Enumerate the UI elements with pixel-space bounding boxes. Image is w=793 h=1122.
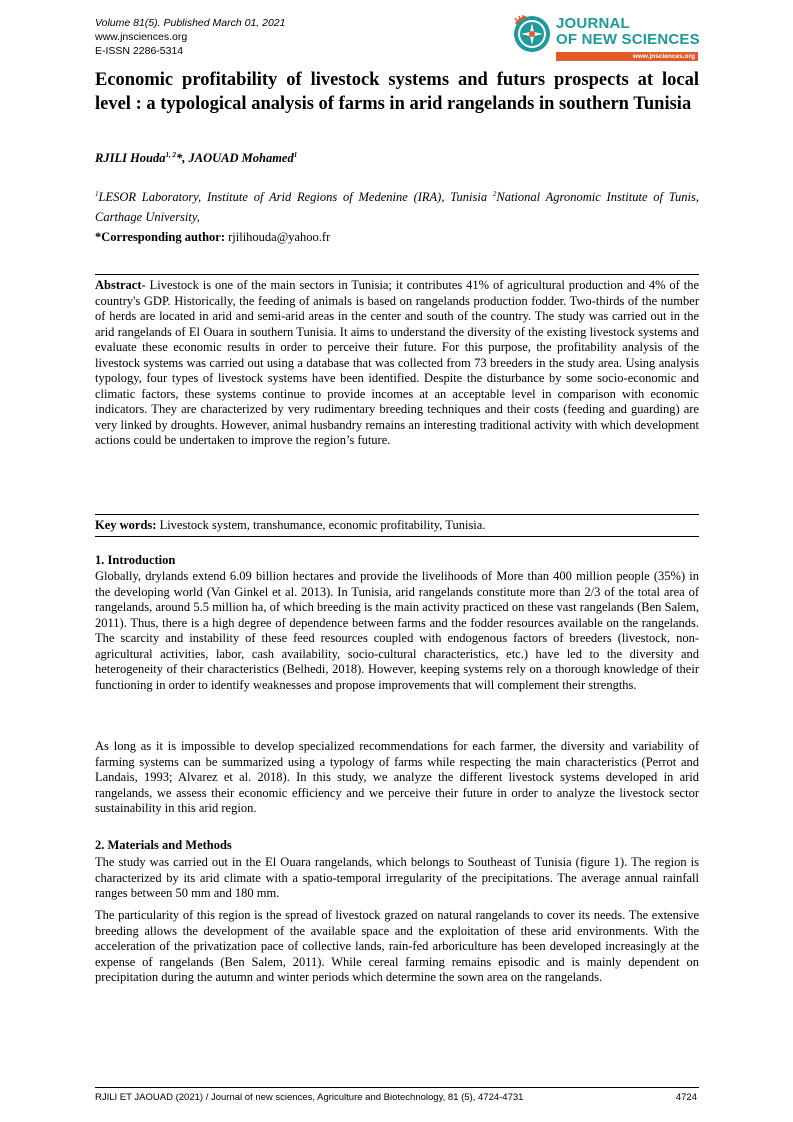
keywords-label: Key words: [95,518,157,532]
paper-title: Economic profitability of livestock systems and futurs prospects at local level : a typological analysis of farms in arid rangelands in southern Tunisia [95,70,699,114]
issn: E-ISSN 2286-5314 [95,45,184,57]
methods-paragraph: The particularity of this region is the spread of livestock grazed on natural rangelands to cover its needs. The extensive breeding allows the development of the available space and the exploitation of these arid environments. With the acceleration of the privatization pace of collective lands, rain-fed arboriculture has been developed increasingly at the expense of rangelands (Ben Salem, 2011). While cereal farming remains episodic and is mainly dependent on precipitation during the autumn and winter periods which determine the sown area on the rangelands. [95,908,699,984]
journal-emblem-icon [512,14,552,54]
corresponding-mark: *, [176,151,189,166]
keywords-text: Livestock system, transhumance, economic profitability, Tunisia. [156,518,486,532]
corresponding-author [95,230,330,245]
website-link[interactable]: www.jnsciences.org [95,31,188,43]
author-affiliation-mark: 1 [293,151,298,159]
logo-title-line2: OF NEW SCIENCES [556,31,700,48]
logo-url-bar [556,52,698,61]
keywords-bottom-rule [95,536,699,537]
abstract-label: Abstract [95,278,142,292]
affiliation-mark: 2 [492,190,497,198]
introduction-paragraph: Globally, drylands extend 6.09 billion hectares and provide the livelihoods of More than 400 million people (35%) in the developing world (Van Ginkel et al. 2013). In Tunisia, arid rangelands constitute more than 2/3 of the total area of rangelands, around 5.5 million ha, of which breeding is the main activity practiced on these vast rangelands (Ben Salem, 2011). Thus, there is a high degree of dependence between farms and the fodder resources available on the rangelands. The scarcity and instability of these feed resources coupled with endogenous factors of breeders (livestock, non-agricultural activities, labor, cash availability, socio-cultural characteristics, etc.) have led to the diversity and heterogeneity of their characteristics (Belhedi, 2018). However, keeping systems rely on a thorough knowledge of their functioning in order to identify weaknesses and propose improvements that will complement their strengths. [95,569,699,692]
logo-title-line1: JOURNAL [556,15,630,32]
footer-rule [95,1087,699,1088]
corresponding-label: *Corresponding author: [95,230,225,244]
section-heading-introduction: 1. Introduction [95,553,176,567]
author-name: JAOUAD Mohamed [188,151,294,166]
abstract-text: - Livestock is one of the main sectors in Tunisia; it contributes 41% of agricultural production and 4% of the country's GDP. Historically, the feeding of animals is based on rangelands production fodder. Two-thirds of the number of herds are located in arid and semi-arid areas in the center and south of the country. The study was carried out in the arid rangelands of El Ouara in southern Tunisia. It aims to understand the diversity of the existing livestock systems and evaluate these economic results in order to perceive their future. For this purpose, the profitability analysis of the livestock systems was carried out using a database that was collected from 73 breeders in the study area. Using analysis typology, four types of livestock systems have been identified. Despite the disturbance by some socio-economic and climatic factors, these systems continue to provide incomes at an acceptable level in comparison with economic indicators. They are characterized by very rudimentary breeding techniques and their costs (feeding and guarding) are very linked by droughts. However, animal husbandry remains an interesting traditional activity with which development actions could be undertaken to improve the region’s future. [95,278,699,447]
logo-url: www.jnsciences.org [632,53,695,60]
affiliation-mark: 1 [95,190,99,198]
footer-citation: RJILI ET JAOUAD (2021) / Journal of new sciences, Agriculture and Biotechnology, 81 (5), 4724-4731 [95,1092,524,1103]
introduction-paragraph: As long as it is impossible to develop specialized recommendations for each farmer, the diversity and variability of farming systems can be summarized using a typology of farms while respecting the main characteristics (Perrot and Landais, 1993; Alvarez et al. 2018). In this study, we analyze the different livestock systems developed in arid rangelands, we assess their economic efficiency and we perceive their future in order to analyze the livestock sector sustainability in this arid region. [95,739,699,815]
author-name: RJILI Houda [95,151,166,166]
author-list [95,151,297,166]
keywords-top-rule [95,514,699,515]
page-number: 4724 [675,1092,697,1103]
journal-logo [512,12,702,64]
affiliation-text: National Agronomic Institute of Tunis, Carthage University, [95,190,700,225]
affiliation-text: LESOR Laboratory, Institute of Arid Regions of Medenine (IRA), Tunisia [98,190,493,205]
volume-line: Volume 81(5). Published March 01, 2021 [95,17,286,29]
journal-header-meta [95,16,285,58]
keywords [95,518,699,534]
section-heading-methods: 2. Materials and Methods [95,838,232,852]
abstract-top-rule [95,274,699,275]
methods-paragraph: The study was carried out in the El Ouara rangelands, which belongs to Southeast of Tunisia (figure 1). The region is characterized by its arid climate with a spatio-temporal irregularity of the precipitations. The average annual rainfall ranges between 50 mm and 180 mm. [95,855,699,900]
abstract [95,278,699,449]
author-affiliation-mark: 1, 2 [165,151,177,159]
corresponding-email[interactable]: rjilihouda@yahoo.fr [225,230,331,244]
affiliation [95,184,699,227]
